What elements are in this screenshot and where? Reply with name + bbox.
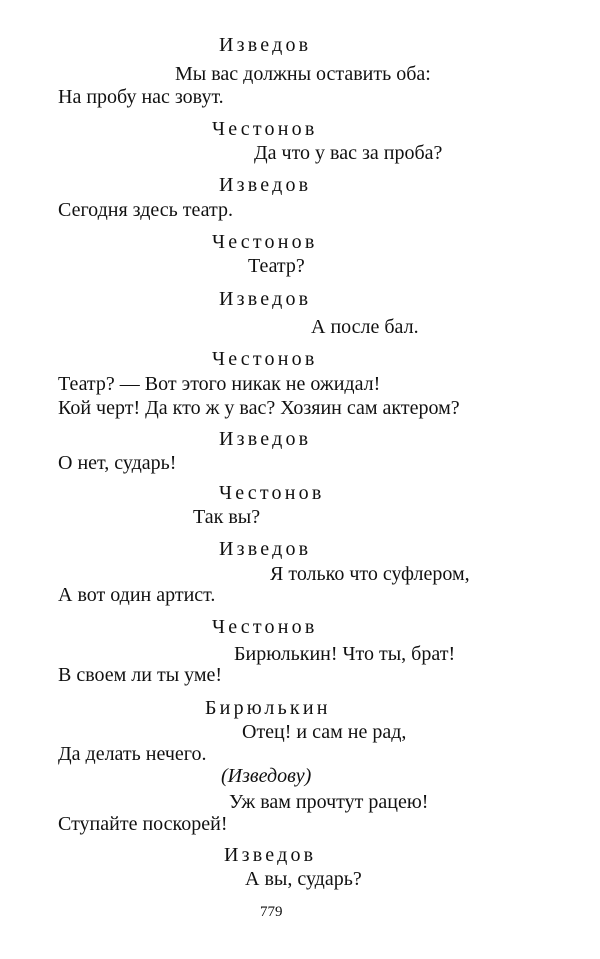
- verse-line: Отец! и сам не рад,: [242, 721, 407, 743]
- speaker-name: Изведов: [219, 428, 312, 450]
- speaker-name: Честонов: [212, 231, 318, 253]
- speaker-name: Честонов: [212, 118, 318, 140]
- speaker-name: Честонов: [212, 348, 318, 370]
- verse-line: Театр? — Вот этого никак не ожидал!: [58, 373, 381, 395]
- verse-line: Мы вас должны оставить оба:: [175, 63, 431, 85]
- speaker-name: Изведов: [219, 538, 312, 560]
- page-number: 779: [260, 904, 283, 920]
- verse-line: В своем ли ты уме!: [58, 664, 223, 686]
- verse-line: А вот один артист.: [58, 584, 216, 606]
- speaker-name: Честонов: [219, 482, 325, 504]
- speaker-name: Изведов: [219, 34, 312, 56]
- speaker-name: Изведов: [219, 174, 312, 196]
- stage-direction: (Изведову): [221, 765, 312, 787]
- verse-line: А после бал.: [311, 316, 419, 338]
- speaker-name: Изведов: [219, 288, 312, 310]
- verse-line: Да что у вас за проба?: [254, 142, 443, 164]
- speaker-name: Изведов: [224, 844, 317, 866]
- speaker-name: Бирюлькин: [205, 697, 331, 719]
- verse-line: Ступайте поскорей!: [58, 813, 228, 835]
- verse-line: Театр?: [248, 255, 305, 277]
- verse-line: На пробу нас зовут.: [58, 86, 224, 108]
- verse-line: Уж вам прочтут рацею!: [229, 791, 429, 813]
- verse-line: Так вы?: [193, 506, 261, 528]
- speaker-name: Честонов: [212, 616, 318, 638]
- verse-line: Я только что суфлером,: [270, 563, 470, 585]
- verse-line: Кой черт! Да кто ж у вас? Хозяин сам актером?: [58, 397, 460, 419]
- verse-line: Да делать нечего.: [58, 743, 207, 765]
- verse-line: О нет, сударь!: [58, 452, 177, 474]
- verse-line: А вы, сударь?: [245, 868, 362, 890]
- verse-line: Сегодня здесь театр.: [58, 199, 233, 221]
- verse-line: Бирюлькин! Что ты, брат!: [234, 643, 456, 665]
